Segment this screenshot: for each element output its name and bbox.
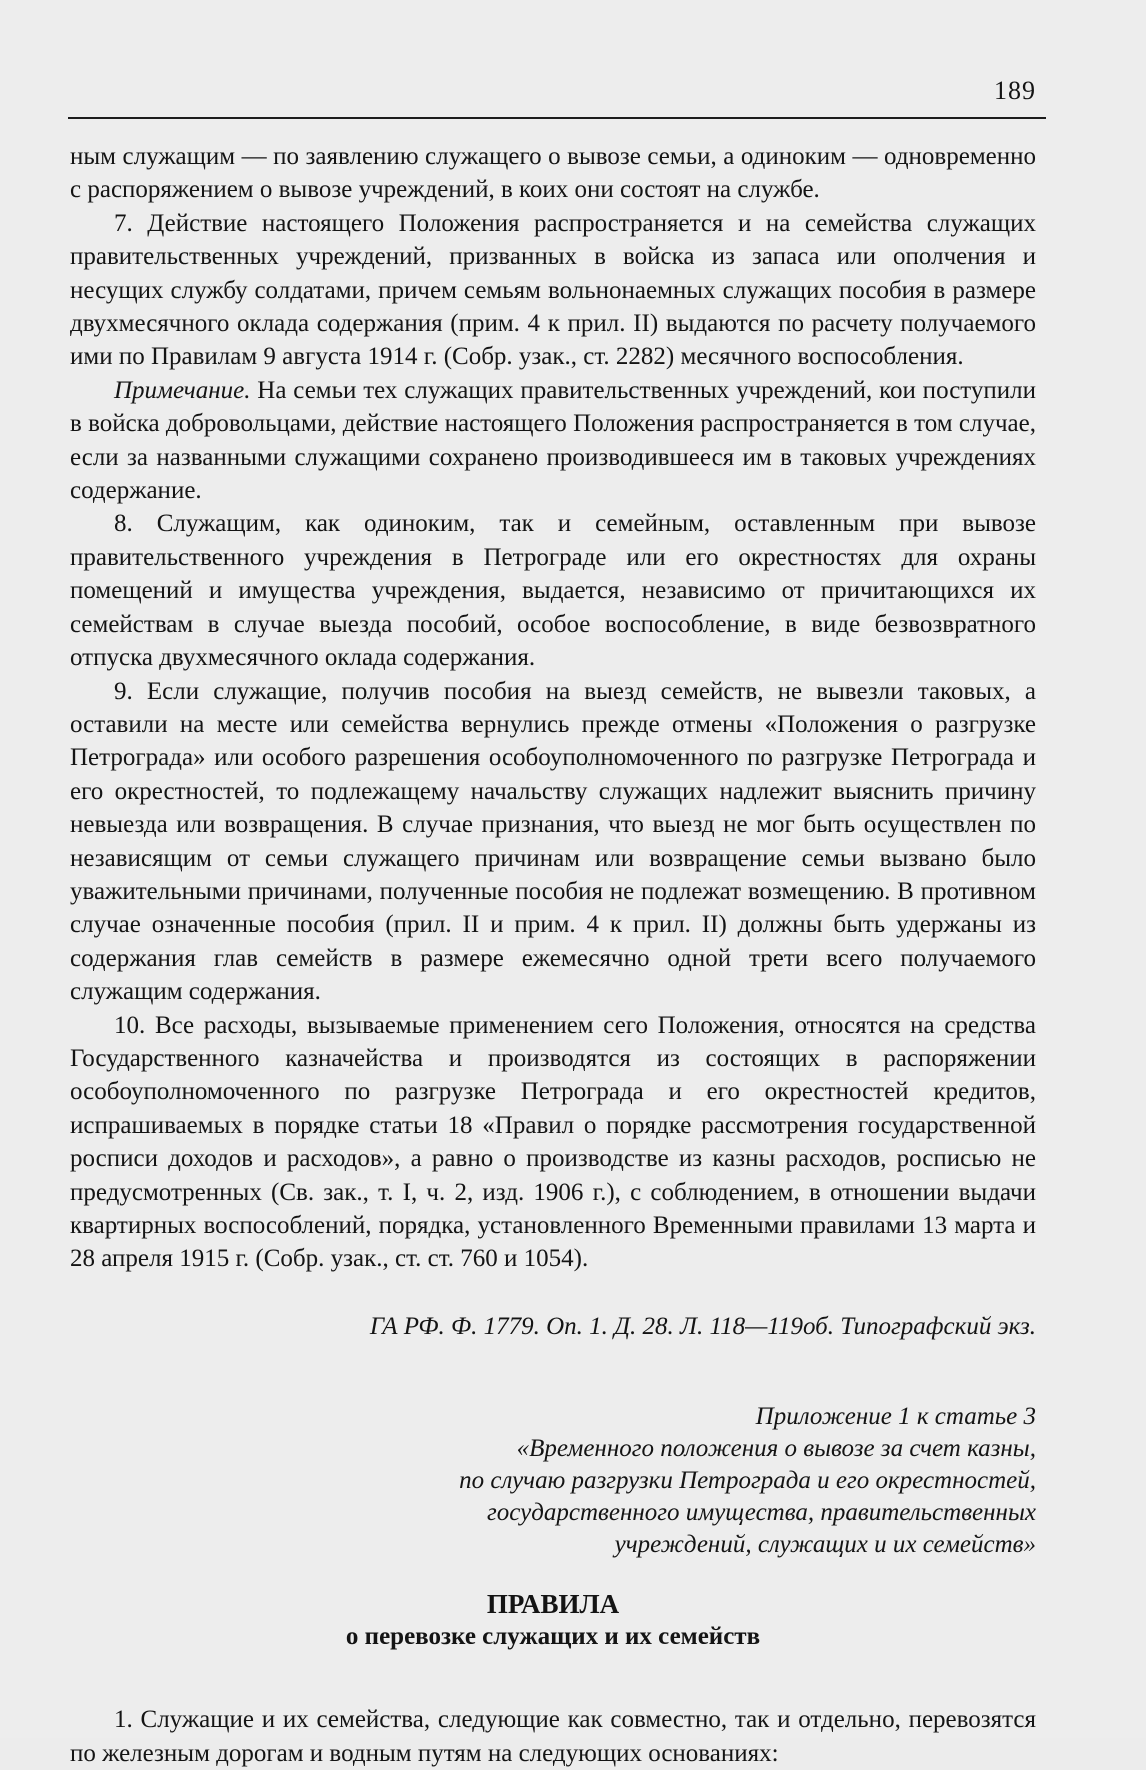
source-citation: ГА РФ. Ф. 1779. Оп. 1. Д. 28. Л. 118—119об. Типографский экз.	[369, 1312, 1036, 1340]
header-rule	[68, 117, 1046, 119]
paragraph-7: 7. Действие настоящего Положения распространяется и на семейства служащих правительственных учреждений, призванных в войска из запаса или ополчения и несущих службу солдатами, причем семьям вольнонаемных служащих пособия в размере двухмесячного оклада содержания (прим. 4 к прил. II) выдаются по расчету получаемого ими по Правилам 9 августа 1914 г. (Собр. узак., ст. 2282) месячного воспособления.	[70, 209, 1036, 371]
paragraph-8: 8. Служащим, как одиноким, так и семейным, оставленным при вывозе правительственного учреждения в Петрограде или его окрестностях для охраны помещений и имущества учреждения, выдается, независимо от причитающихся их семействам в случае выезда пособий, особое воспособление, в виде безвозвратного отпуска двухмесячного оклада содержания.	[70, 510, 1036, 672]
paragraph-10: 10. Все расходы, вызываемые применением сего Положения, относятся на средства Государственного казначейства и производятся из состоящих в распоряжении особоуполномоченного по разгрузке Петрограда и его окрестностей кредитов, испрашиваемых в порядке статьи 18 «Правил о порядке рассмотрения государственной росписи доходов и расходов», а равно о производстве из казны расходов, росписью не предусмотренных (Св. зак., т. I, ч. 2, изд. 1906 г.), с соблюдением, в отношении выдачи квартирных воспособлений, порядка, установленного Временными правилами 13 марта и 28 апреля 1915 г. (Собр. узак., ст. ст. 760 и 1054).	[70, 1011, 1036, 1273]
paragraph-9: 9. Если служащие, получив пособия на выезд семейств, не вывезли таковых, а оставили на месте или семейства вернулись прежде отмены «Положения о разгрузке Петрограда» или особого разрешения особоуполномоченного по разгрузке Петрограда и его окрестностей, то подлежащему начальству служащих надлежит выяснить причину невыезда или возвращения. В случае признания, что выезд не мог быть осуществлен по независящим от семьи служащего причинам или возвращение семьи вызвано было уважительными причинами, полученные пособия не подлежат возмещению. В противном случае означенные пособия (прил. II и прим. 4 к прил. II) должны быть удержаны из содержания глав семейств в размере ежемесячно одной трети всего получаемого служащим содержания.	[70, 677, 1036, 1006]
note-paragraph	[70, 374, 1036, 508]
note-label: Примечание.	[114, 376, 251, 404]
appendix-heading	[70, 1401, 1036, 1561]
appendix-line: государственного имущества, правительственных	[487, 1499, 1036, 1527]
paragraph-continuation: ным служащим — по заявлению служащего о вывозе семьи, а одиноким — одновременно с распоряжением о вывозе учреждений, в коих они состоят на службе.	[70, 143, 1036, 204]
appendix-line: учреждений, служащих и их семейств»	[614, 1531, 1036, 1559]
appendix-line: Приложение 1 к статье 3	[755, 1403, 1036, 1431]
appendix-line: по случаю разгрузки Петрограда и его окрестностей,	[459, 1467, 1036, 1495]
rules-paragraph-1: 1. Служащие и их семейства, следующие как совместно, так и отдельно, перевозятся по железным дорогам и водным путям на следующих основаниях:	[70, 1706, 1036, 1767]
rules-title: ПРАВИЛА	[486, 1589, 620, 1620]
page-number: 189	[994, 76, 1036, 105]
note-text: На семьи тех служащих правительственных учреждений, кои поступили в войска добровольцами, действие настоящего Положения распространяется в том случае, если за названными служащими сохранено производившееся им в таковых учреждениях содержание.	[70, 376, 1036, 505]
rules-subtitle: о перевозке служащих и их семейств	[345, 1623, 761, 1651]
appendix-line: «Временного положения о вывозе за счет казны,	[516, 1435, 1036, 1463]
main-text	[70, 140, 1036, 1770]
